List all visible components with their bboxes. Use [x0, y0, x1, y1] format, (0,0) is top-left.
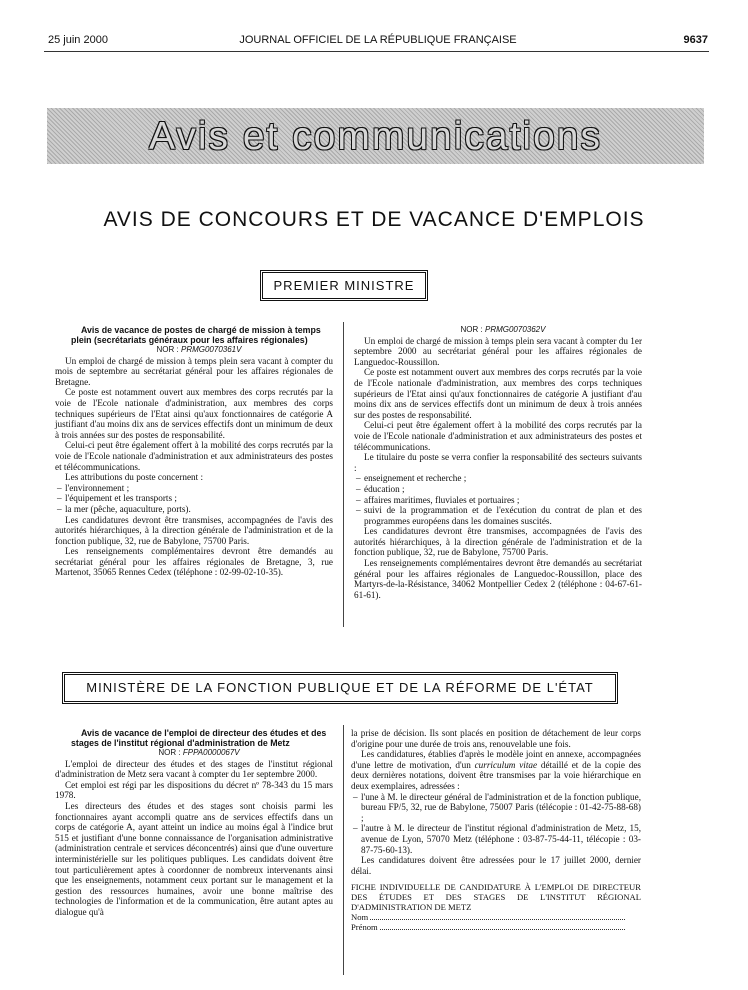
list-item: – éducation ; — [354, 484, 642, 495]
paragraph: Ce poste est notamment ouvert aux membres des corps recrutés par la voie de l'Ecole nationale d'administration, aux membres des corps techniques supérieurs de l'Etat ainsi qu'aux fonctionnaires de catégorie A justifiant d'au moins dix ans de services effectifs dont un minimum de deux à trois années sur des postes de responsabilité. — [55, 387, 333, 440]
journal-title: JOURNAL OFFICIEL DE LA RÉPUBLIQUE FRANÇAISE — [239, 34, 517, 46]
nor-reference: NOR : PRMG0070362V — [460, 325, 546, 334]
list-item: – affaires maritimes, fluviales et portuaires ; — [354, 495, 642, 506]
ministry-box-premier-ministre — [262, 272, 426, 299]
page-header — [48, 34, 708, 50]
list-item: – la mer (pêche, aquaculture, ports). — [55, 504, 333, 515]
application-form — [351, 882, 641, 932]
paragraph: Les candidatures devront être transmises, accompagnées de l'avis des autorités hiérarchiques, à la direction générale de l'administration et de la fonction publique, 32, rue de Babylone, 75700 Paris. — [55, 514, 333, 546]
paragraph: Les renseignements complémentaires devront être demandés au secrétariat général pour les affaires régionales de Languedoc-Roussillon, place des Martyrs-de-la-Résistance, 34062 Montpellier Cedex 2 (téléphone : 04-67-61-61-61). — [354, 558, 642, 600]
nor-reference: NOR : FPPA0000067V — [158, 748, 240, 757]
column-divider — [343, 322, 344, 627]
section-banner — [47, 108, 704, 164]
banner-title: Avis et communications — [149, 115, 602, 158]
list-item: – l'équipement et les transports ; — [55, 493, 333, 504]
s1-right-column — [354, 325, 642, 600]
column-divider — [343, 725, 344, 975]
notice-heading: Avis de vacance de postes de chargé de mission à temps plein (secrétariats généraux pour les affaires régionales) — [71, 325, 321, 345]
paragraph: Celui-ci peut être également offert à la mobilité des corps recrutés par la voie de l'Ecole nationale d'administration et aux administrateurs des postes et télécommunications. — [55, 440, 333, 472]
paragraph: Les candidatures, établies d'après le modèle joint en annexe, accompagnées d'une lettre de motivation, d'un curriculum vitae détaillé et de la copie des deux dernières notations, doivent être transmises par la voie hiérarchique en deux exemplaires, adressées : — [351, 749, 641, 791]
form-field-prenom: Prénom — [351, 922, 641, 932]
form-blank — [380, 929, 625, 930]
paragraph: Les candidatures devront être transmises, accompagnées de l'avis des autorités hiérarchiques, à la direction générale de l'administration et de la fonction publique, 32, rue de Babylone, 75700 Paris. — [354, 526, 642, 558]
form-field-nom: Nom — [351, 912, 641, 922]
ministry-title: PREMIER MINISTRE — [273, 278, 415, 293]
paragraph: L'emploi de directeur des études et des stages de l'institut régional d'administration de Metz sera vacant à compter du 1er septembre 2000. — [55, 758, 333, 780]
ministry-box-fonction-publique — [64, 674, 616, 702]
list-item: – suivi de la programmation et de l'exécution du contrat de plan et des programmes européens dans les domaines suscités. — [354, 505, 642, 526]
nor-reference: NOR : PRMG0070361V — [156, 345, 242, 354]
paragraph: Un emploi de chargé de mission à temps plein sera vacant à compter du 1er septembre 2000 au secrétariat général pour les affaires régionales de Languedoc-Roussillon. — [354, 335, 642, 367]
s2-right-column — [351, 728, 641, 932]
paragraph: Cet emploi est régi par les dispositions du décret nº 78-343 du 15 mars 1978. — [55, 779, 333, 801]
paragraph: Les directeurs des études et des stages sont choisis parmi les fonctionnaires ayant accompli quatre ans de services effectifs dans un corps de catégorie A, ayant atteint un indice au moins égal à l'indice brut 515 et justifiant d'une bonne connaissance de l'organisation administrative (administration centrale et services déconcentrés) ainsi que d'une ouverture interministérielle sur les politiques publiques. Les candidats doivent être tout particulièrement aptes à coordonner de nombreux intervenants ainsi que les enseignements, notamment ceux portant sur le management et la gestion des ressources humaines, avoir une bonne maîtrise des technologies de l'information et de la communication, être autant aptes au dialogue qu'à — [55, 800, 333, 917]
form-title: FICHE INDIVIDUELLE DE CANDIDATURE À L'EMPLOI DE DIRECTEUR DES ÉTUDES ET DES STAGES DE L'INSTITUT RÉGIONAL D'ADMINISTRATION DE METZ — [351, 882, 641, 913]
header-rule — [44, 51, 709, 52]
s2-left-column — [55, 728, 333, 918]
main-title: AVIS DE CONCOURS ET DE VACANCE D'EMPLOIS — [103, 208, 645, 231]
list-item: – l'environnement ; — [55, 483, 333, 494]
list-item: – l'une à M. le directeur général de l'administration et de la fonction publique, bureau FP/5, 32, rue de Babylone, 75007 Paris (télécopie : 01-42-75-88-68) ; — [351, 792, 641, 824]
paragraph: Celui-ci peut être également offert à la mobilité des corps recrutés par la voie de l'Ecole nationale d'administration et aux administrateurs des postes et télécommunications. — [354, 420, 642, 452]
paragraph: Les attributions du poste concernent : — [65, 472, 204, 483]
paragraph: la prise de décision. Ils sont placés en position de détachement de leur corps d'origine pour une durée de trois ans, renouvelable une fois. — [351, 728, 641, 749]
issue-date: 25 juin 2000 — [48, 34, 108, 46]
paragraph: Le titulaire du poste se verra confier la responsabilité des secteurs suivants : — [354, 452, 642, 473]
ministry-title: MINISTÈRE DE LA FONCTION PUBLIQUE ET DE LA RÉFORME DE L'ÉTAT — [86, 680, 594, 695]
paragraph: Ce poste est notamment ouvert aux membres des corps recrutés par la voie de l'Ecole nationale d'administration, aux membres des corps techniques supérieurs de l'Etat ainsi qu'aux fonctionnaires de catégorie A justifiant d'au moins dix ans de services effectifs dont un minimum de deux à trois années sur des postes de responsabilité. — [354, 367, 642, 420]
list-item: – l'autre à M. le directeur de l'institut régional d'administration de Metz, 15, avenue de Lyon, 57070 Metz (téléphone : 03-87-75-44-11, télécopie : 03-87-75-60-13). — [351, 823, 641, 855]
paragraph: Les renseignements complémentaires devront être demandés au secrétariat général pour les affaires régionales de Bretagne, 3, rue Martenot, 35065 Rennes Cedex (téléphone : 02-99-02-10-35). — [55, 546, 333, 578]
s1-left-column — [55, 325, 333, 578]
paragraph: Les candidatures doivent être adressées pour le 17 juillet 2000, dernier délai. — [351, 855, 641, 876]
form-blank — [370, 919, 625, 920]
page-number: 9637 — [683, 34, 708, 46]
notice-heading: Avis de vacance de l'emploi de directeur des études et des stages de l'institut régional d'administration de Metz — [71, 728, 327, 748]
list-item: – enseignement et recherche ; — [354, 473, 642, 484]
paragraph: Un emploi de chargé de mission à temps plein sera vacant à compter du mois de septembre au secrétariat général pour les affaires régionales de Bretagne. — [55, 355, 333, 387]
